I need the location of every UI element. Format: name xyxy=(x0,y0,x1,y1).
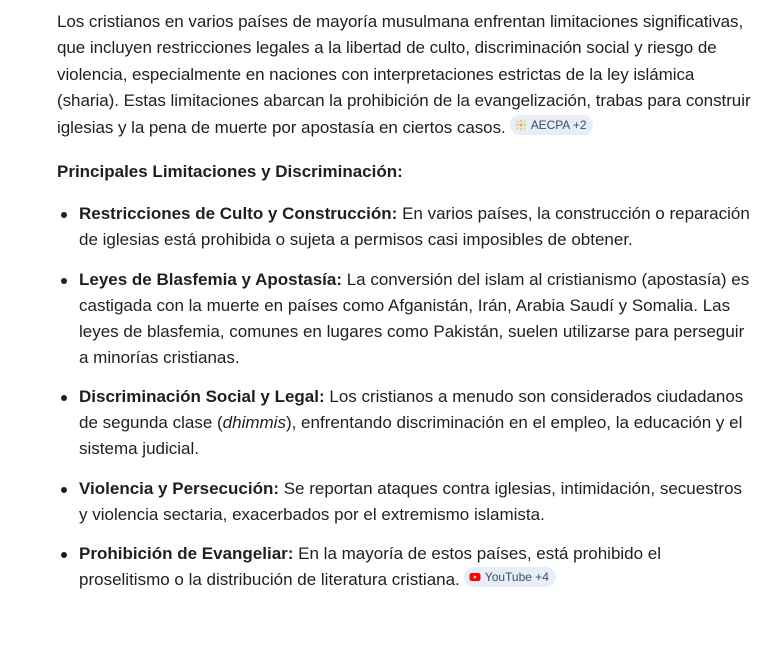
list-item xyxy=(57,476,753,528)
list-item xyxy=(57,201,753,253)
item-text: ), enfrentando discriminación en el empleo, la educación y el sistema judicial. xyxy=(79,413,743,459)
item-term: Discriminación Social y Legal: xyxy=(79,387,325,407)
item-term: Restricciones de Culto y Construcción: xyxy=(79,204,398,224)
source-chip-label: YouTube +4 xyxy=(484,570,549,585)
list-item xyxy=(57,267,753,371)
item-term: Prohibición de Evangeliar: xyxy=(79,544,294,564)
intro-paragraph xyxy=(57,9,753,141)
item-italic-term: dhimmis xyxy=(222,413,286,433)
item-text: En varios países, la construcción o reparación de iglesias está prohibida o sujeta a permisos casi imposibles de obtener. xyxy=(79,204,750,250)
source-chip-aecpa[interactable] xyxy=(510,115,594,135)
source-chip-youtube[interactable] xyxy=(464,567,556,587)
item-text: Los cristianos a menudo son considerados ciudadanos de segunda clase ( xyxy=(79,387,744,433)
list-item xyxy=(57,384,753,462)
source-chip-label: AECPA +2 xyxy=(530,117,587,132)
item-term: Leyes de Blasfemia y Apostasía: xyxy=(79,269,342,289)
item-text: La conversión del islam al cristianismo (apostasía) es castigada con la muerte en países como Afganistán, Irán, Arabia Saudí y Somalia. Las leyes de blasfemia, comunes en lugares como Pakistán, suelen utilizarse para perseguir a minorías cristianas. xyxy=(79,269,750,367)
item-text: Se reportan ataques contra iglesias, intimidación, secuestros y violencia sectaria, exacerbados por el extremismo islamista. xyxy=(79,478,743,524)
item-text: En la mayoría de estos países, está prohibido el proselitismo o la distribución de literatura cristiana. xyxy=(79,544,662,590)
limitations-list xyxy=(57,201,753,593)
list-item xyxy=(57,541,753,593)
item-term: Violencia y Persecución: xyxy=(79,478,279,498)
intro-text: Los cristianos en varios países de mayoría musulmana enfrentan limitaciones significativas, que incluyen restricciones legales a la libertad de culto, discriminación social y riesgo de violencia, especialmente en naciones con interpretaciones estrictas de la ley islámica (sharia). Estas limitaciones abarcan la prohibición de la evangelización, trabas para construir iglesias y la pena de muerte por apostasía en ciertos casos. xyxy=(57,12,751,137)
youtube-icon xyxy=(469,571,481,583)
section-heading: Principales Limitaciones y Discriminación: xyxy=(57,162,403,182)
sparkle-icon xyxy=(515,119,527,131)
